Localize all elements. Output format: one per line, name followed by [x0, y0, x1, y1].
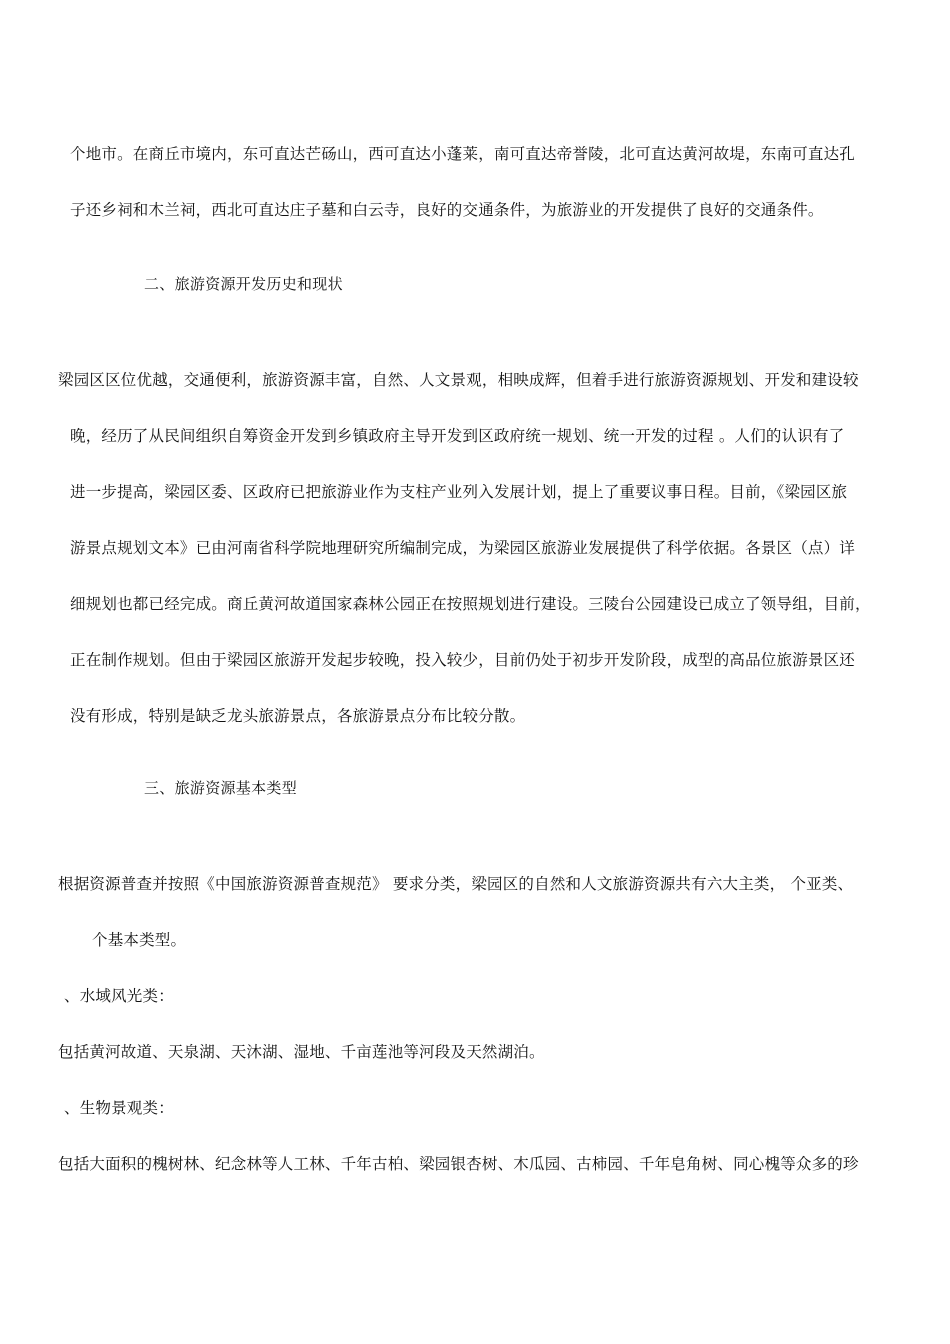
section-heading: 三、旅游资源基本类型 — [144, 779, 298, 797]
resource-type-title: 、水域风光类： — [64, 987, 174, 1005]
section-heading: 二、旅游资源开发历史和现状 — [144, 275, 343, 293]
paragraph-line: 梁园区区位优越，交通便利，旅游资源丰富，自然、人文景观，相映成辉，但着手进行旅游资源规划、开发和建设较 — [58, 371, 859, 389]
paragraph-line: 子还乡祠和木兰祠，西北可直达庄子墓和白云寺，良好的交通条件，为旅游业的开发提供了良好的交通条件。 — [70, 201, 824, 219]
resource-type-description: 包括黄河故道、天泉湖、天沐湖、湿地、千亩莲池等河段及天然湖泊。 — [58, 1043, 545, 1061]
paragraph-line: 个地市。在商丘市境内，东可直达芒砀山，西可直达小蓬莱，南可直达帝誉陵，北可直达黄河故堤，东南可直达孔 — [70, 145, 856, 163]
paragraph-line: 正在制作规划。但由于梁园区旅游开发起步较晚，投入较少，目前仍处于初步开发阶段，成型的高品位旅游景区还 — [70, 651, 856, 669]
paragraph-line: 个基本类型。 — [92, 931, 187, 949]
paragraph-line: 细规划也都已经完成。商丘黄河故道国家森林公园正在按照规划进行建设。三陵台公园建设已成立了领导组，目前， — [70, 595, 871, 613]
paragraph-line: 进一步提高，梁园区委、区政府已把旅游业作为支柱产业列入发展计划，提上了重要议事日程。目前，《梁园区旅 — [70, 483, 848, 501]
resource-type-title: 、生物景观类： — [64, 1099, 174, 1117]
paragraph-line: 游景点规划文本》已由河南省科学院地理研究所编制完成，为梁园区旅游业发展提供了科学依据。各景区（点）详 — [70, 539, 856, 557]
paragraph-line: 没有形成，特别是缺乏龙头旅游景点，各旅游景点分布比较分散。 — [70, 707, 526, 725]
paragraph-line: 根据资源普查并按照《中国旅游资源普查规范》 要求分类，梁园区的自然和人文旅游资源共有六大主类， 个亚类、 — [58, 875, 854, 893]
paragraph-line: 晚，经历了从民间组织自筹资金开发到乡镇政府主导开发到区政府统一规划、统一开发的过程 。人们的认识有了 — [70, 427, 845, 445]
resource-type-description: 包括大面积的槐树林、纪念林等人工林、千年古柏、梁园银杏树、木瓜园、古柿园、千年皂角树、同心槐等众多的珍 — [58, 1155, 859, 1173]
